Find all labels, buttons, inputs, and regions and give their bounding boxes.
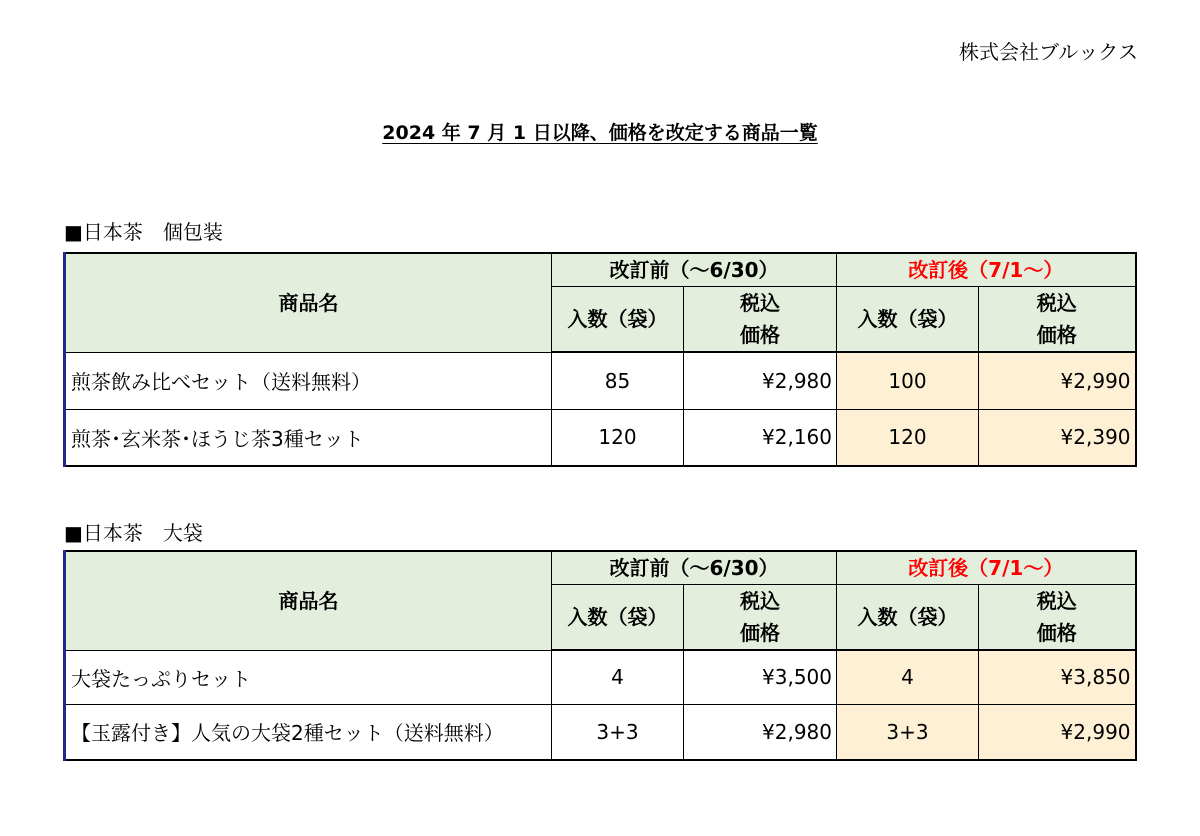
price-after: ¥2,990 <box>979 352 1136 409</box>
quantity-before: 85 <box>552 352 684 409</box>
company-name: 株式会社ブルックス <box>959 40 1138 64</box>
quantity-after: 3+3 <box>837 704 979 760</box>
header-price-before <box>684 585 837 651</box>
header-quantity-before: 入数（袋） <box>552 585 684 651</box>
product-name: 【玉露付き】人気の大袋2種セット（送料無料） <box>65 704 552 760</box>
header-product-name: 商品名 <box>65 551 552 650</box>
header-price-line2: 価格 <box>1036 621 1077 645</box>
section-heading-large-bag: ■日本茶 大袋 <box>64 521 203 545</box>
header-before: 改訂前（～6/30） <box>552 253 837 287</box>
price-before: ¥2,980 <box>684 704 837 760</box>
header-price-line1: 税込 <box>740 589 780 613</box>
header-before: 改訂前（～6/30） <box>552 551 837 585</box>
header-price-line2: 価格 <box>740 621 780 645</box>
price-before: ¥2,980 <box>684 352 837 409</box>
quantity-before: 3+3 <box>552 704 684 760</box>
section-heading-individual: ■日本茶 個包装 <box>64 220 223 244</box>
quantity-after: 120 <box>837 409 979 466</box>
table-row <box>65 650 1136 704</box>
header-price-after <box>979 585 1136 651</box>
product-name: 大袋たっぷりセット <box>65 650 552 704</box>
product-name: 煎茶飲み比べセット（送料無料） <box>65 352 552 409</box>
table-row <box>65 409 1136 466</box>
price-after: ¥2,390 <box>979 409 1136 466</box>
quantity-after: 100 <box>837 352 979 409</box>
header-after: 改訂後（7/1～） <box>837 253 1136 287</box>
price-after: ¥3,850 <box>979 650 1136 704</box>
quantity-before: 4 <box>552 650 684 704</box>
header-product-name: 商品名 <box>65 253 552 352</box>
header-quantity-after: 入数（袋） <box>837 585 979 651</box>
header-price-line1: 税込 <box>740 291 780 315</box>
header-quantity-before: 入数（袋） <box>552 287 684 353</box>
header-price-line1: 税込 <box>1036 589 1077 613</box>
page-title: 2024 年 7 月 1 日以降、価格を改定する商品一覧 <box>382 122 818 144</box>
product-name: 煎茶･玄米茶･ほうじ茶3種セット <box>65 409 552 466</box>
header-after: 改訂後（7/1～） <box>837 551 1136 585</box>
header-price-line2: 価格 <box>740 323 780 347</box>
table-row <box>65 704 1136 760</box>
price-after: ¥2,990 <box>979 704 1136 760</box>
price-before: ¥2,160 <box>684 409 837 466</box>
quantity-before: 120 <box>552 409 684 466</box>
header-price-line1: 税込 <box>1036 291 1077 315</box>
header-price-after <box>979 287 1136 353</box>
price-before: ¥3,500 <box>684 650 837 704</box>
header-price-line2: 価格 <box>1036 323 1077 347</box>
header-price-before <box>684 287 837 353</box>
price-table-large-bag <box>63 550 1137 761</box>
quantity-after: 4 <box>837 650 979 704</box>
table-row <box>65 352 1136 409</box>
header-quantity-after: 入数（袋） <box>837 287 979 353</box>
price-table-individual <box>63 252 1137 467</box>
